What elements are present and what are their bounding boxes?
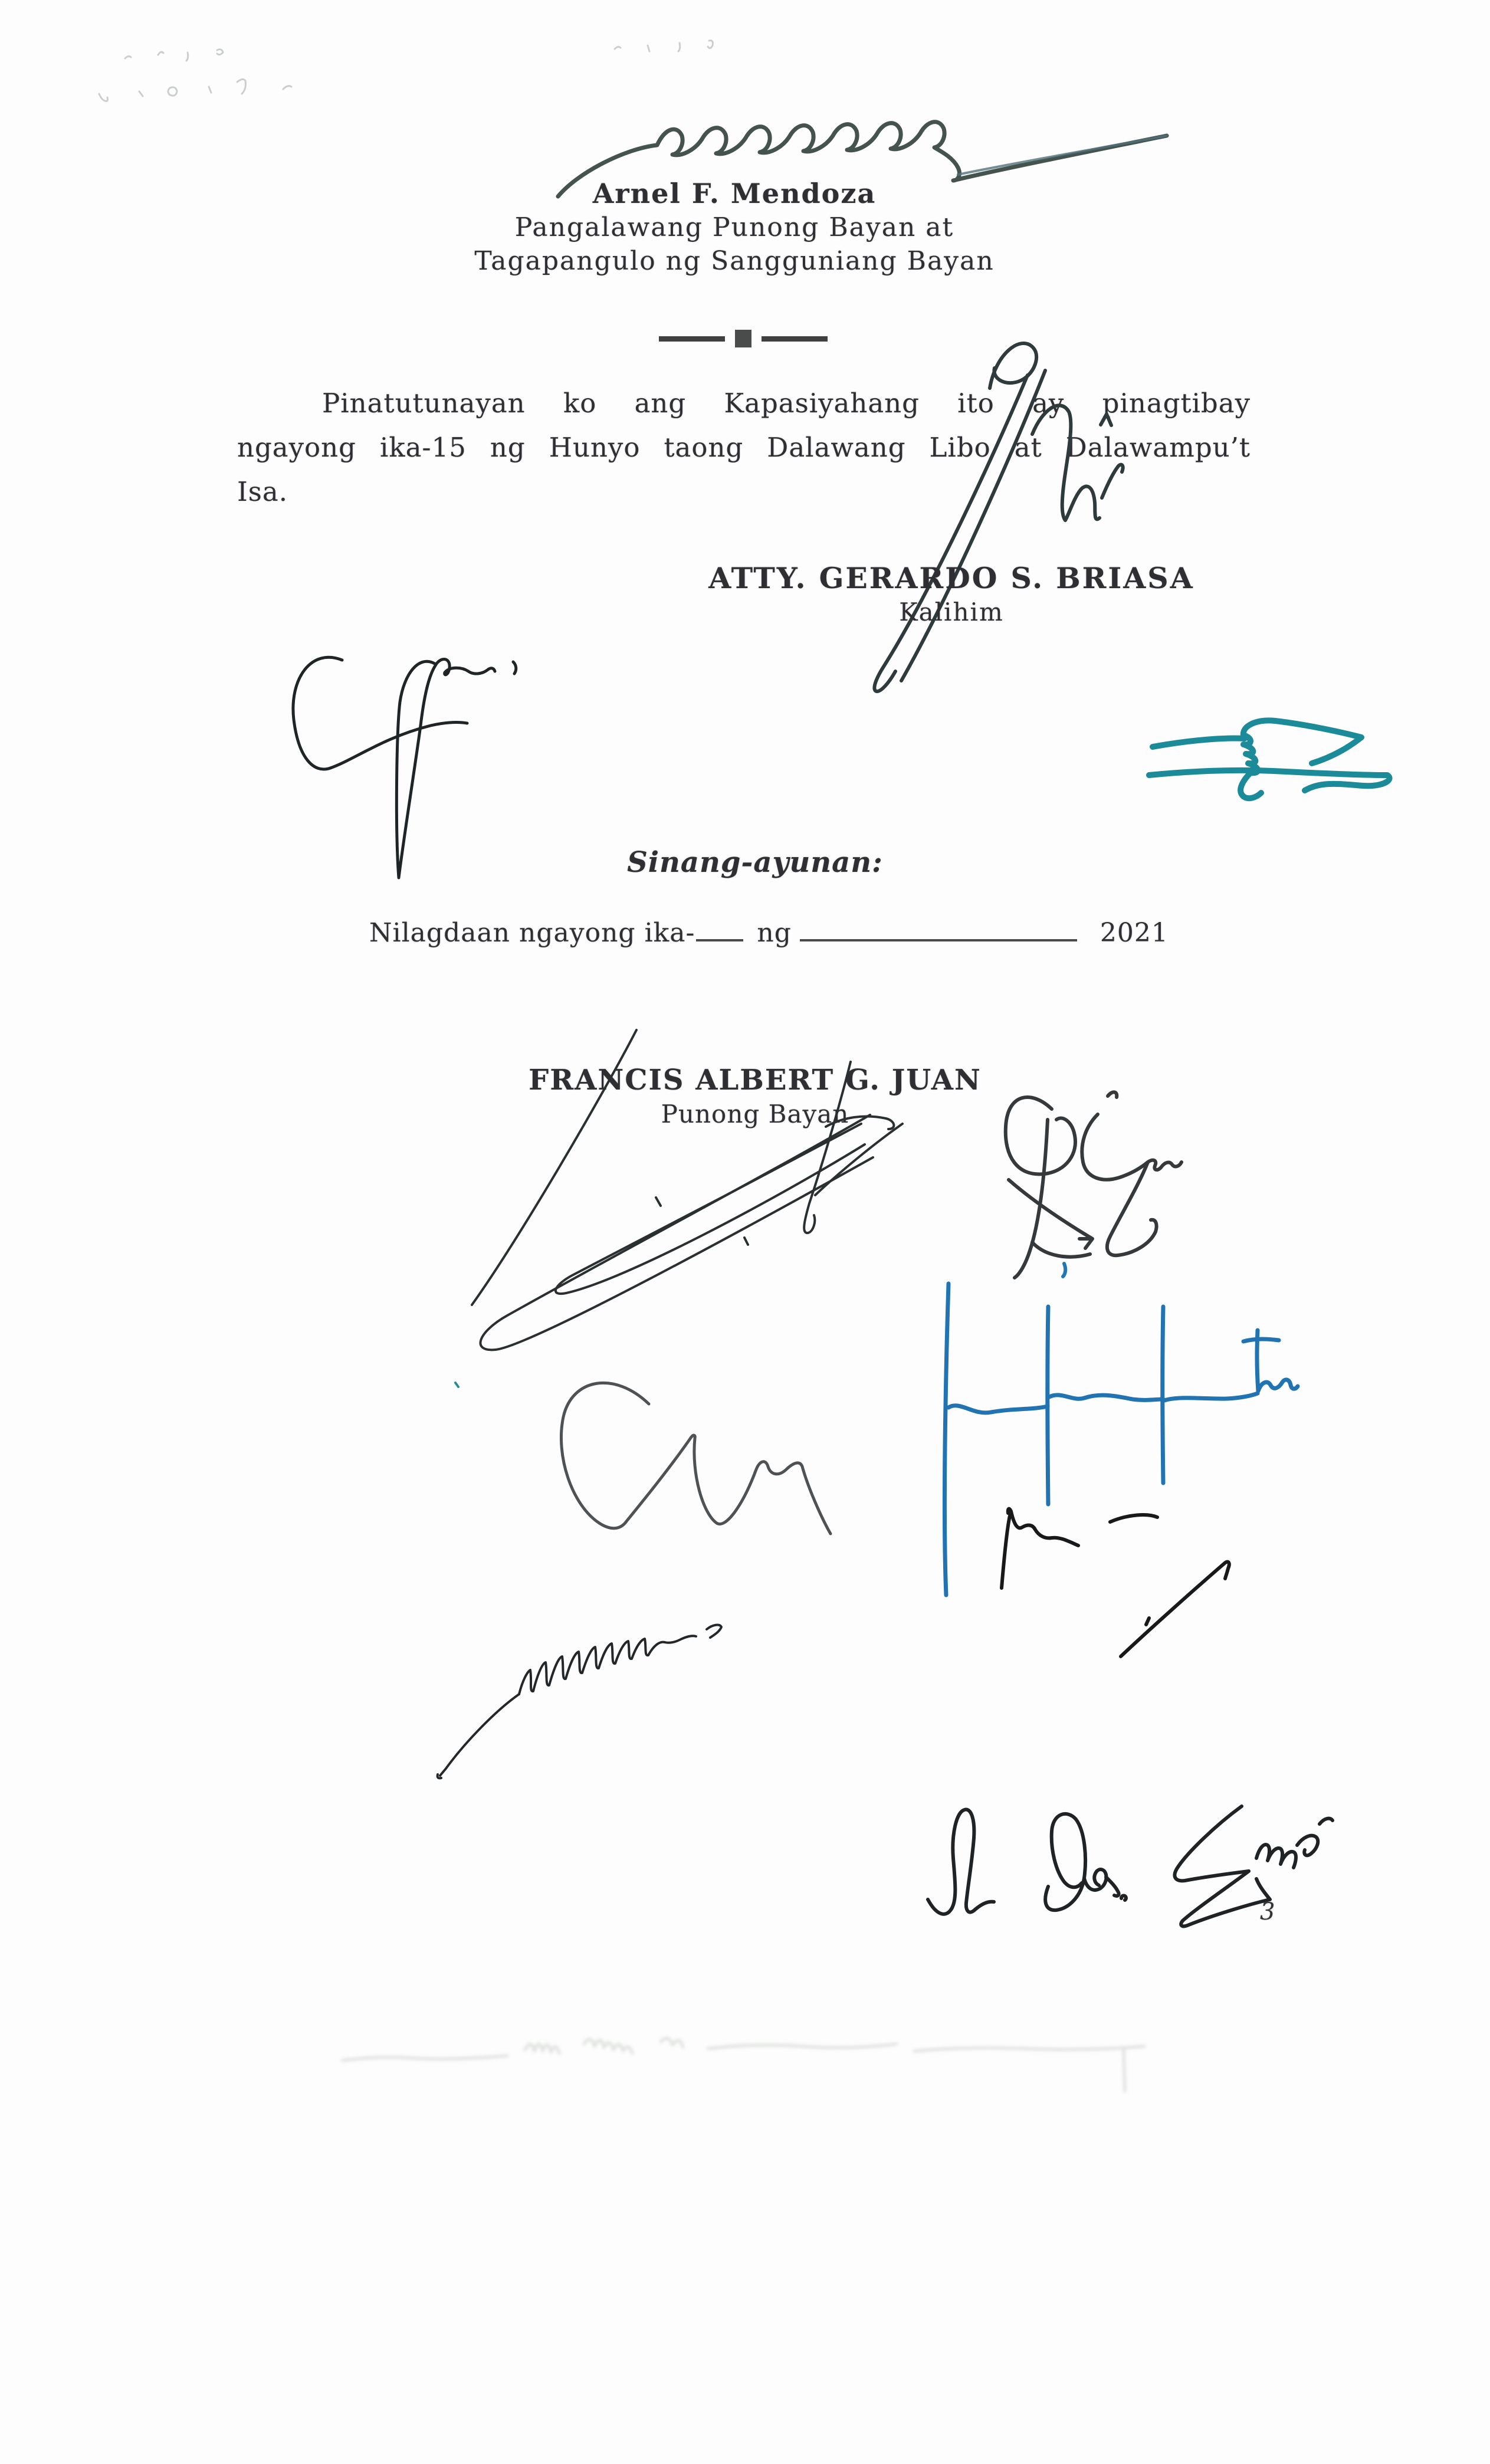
- vice-mayor-block: [321, 177, 1147, 278]
- vice-mayor-name: Arnel F. Mendoza: [592, 178, 877, 209]
- vice-mayor-title-line2: Tagapangulo ng Sangguniang Bayan: [474, 246, 995, 276]
- certification-line1: Pinatutunayan ko ang Kapasiyahang ito ay pinagtibay: [322, 388, 1251, 419]
- divider-right-bar: [762, 336, 828, 342]
- divider-left-bar: [659, 336, 725, 342]
- mayor-name: FRANCIS ALBERT G. JUAN: [529, 1064, 982, 1097]
- signature-secretary: [838, 319, 1168, 720]
- signature-cm: [549, 1363, 844, 1540]
- secretary-name: ATTY. GERARDO S. BRIASA: [708, 561, 1194, 595]
- signing-line-prefix: Nilagdaan ngayong ika-: [369, 918, 695, 948]
- signature-zigzag: [429, 1616, 751, 1781]
- mayor-title: Punong Bayan: [661, 1100, 849, 1128]
- signature-mayor: [448, 1003, 908, 1380]
- signing-line-connector: ng: [757, 918, 792, 948]
- secretary-block: [657, 562, 1246, 629]
- section-divider: [652, 328, 835, 349]
- scan-bleed-artifact: [330, 2014, 1192, 2091]
- page-number: 3: [1260, 1898, 1275, 1925]
- month-blank: [800, 919, 1077, 941]
- signature-as-scribble: [973, 1074, 1215, 1292]
- signing-line-year: 2021: [1100, 918, 1169, 948]
- ink-speck: [452, 1379, 464, 1391]
- vice-mayor-title-line1: Pangalawang Punong Bayan at: [514, 212, 954, 242]
- day-blank: [696, 919, 743, 941]
- scan-specks-top-left: [88, 32, 767, 127]
- signature-teal-right: [1144, 714, 1404, 811]
- certification-line2: ngayong ika-15 ng Hunyo taong Dalawang Libo at Dalawampu’t: [237, 432, 1251, 463]
- divider-square: [735, 330, 751, 347]
- approval-heading: Sinang-ayunan:: [627, 846, 883, 879]
- signature-m-dash: [973, 1498, 1245, 1669]
- signing-line: [369, 918, 1169, 948]
- certification-line3: Isa.: [237, 476, 288, 507]
- secretary-title: Kalihim: [899, 598, 1004, 626]
